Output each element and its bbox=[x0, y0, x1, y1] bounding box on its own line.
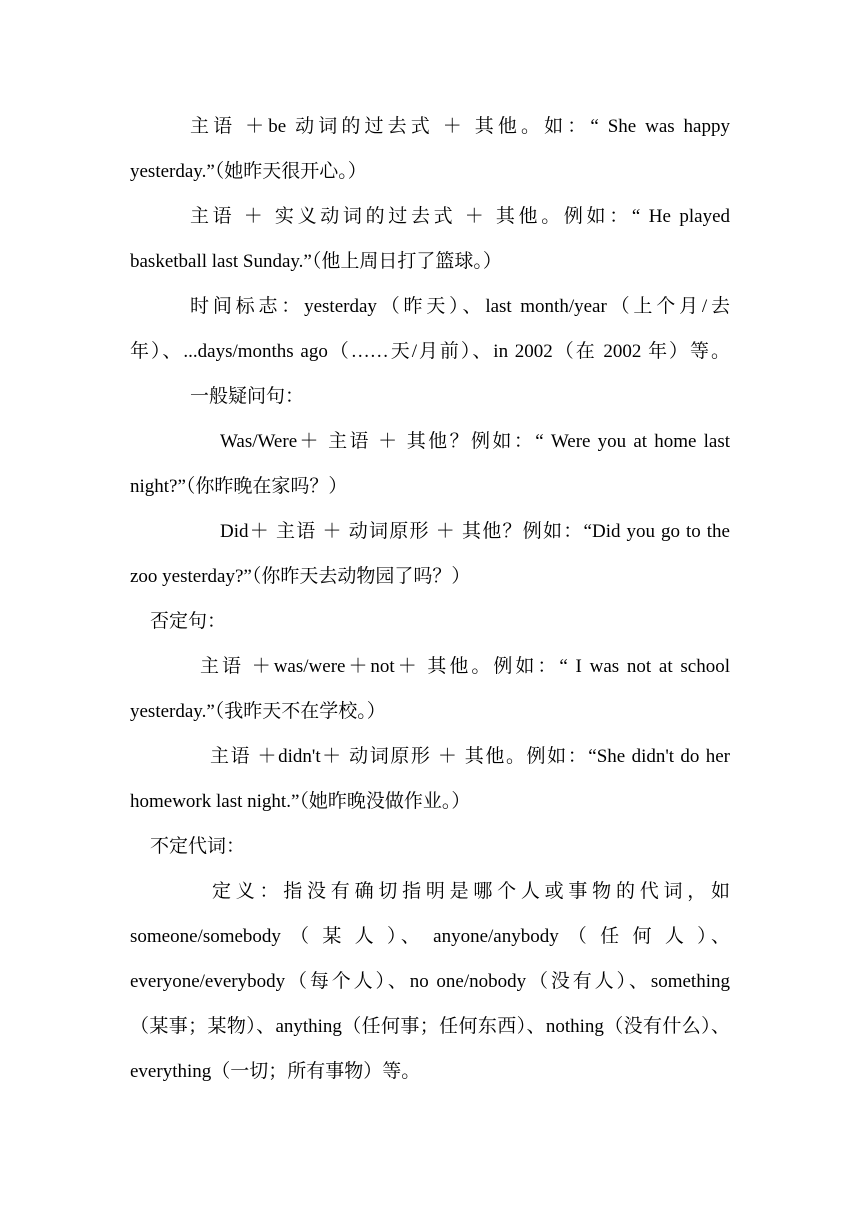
paragraph-line: 定义：指没有确切指明是哪个人或事物的代词，如 bbox=[212, 881, 730, 902]
paragraph-line: zoo yesterday?”（你昨天去动物园了吗？） bbox=[130, 566, 471, 587]
paragraph-line: someone/somebody （ 某 人 ）、 anyone/anybody （ 任 何 人 ）、 bbox=[130, 926, 730, 947]
paragraph-line: 主语 ＋didn't＋ 动词原形 ＋ 其他。例如：“She didn't do her bbox=[210, 746, 730, 767]
section-heading: 否定句： bbox=[150, 611, 227, 632]
paragraph-line: Was/Were＋ 主语 ＋ 其他？例如：“ Were you at home last bbox=[220, 431, 730, 452]
paragraph-line: yesterday.”（我昨天不在学校。） bbox=[130, 701, 386, 722]
paragraph-line: yesterday.”（她昨天很开心。） bbox=[130, 161, 367, 182]
section-heading: 一般疑问句： bbox=[190, 386, 305, 407]
paragraph-line: everyone/everybody（每个人）、no one/nobody（没有人）、something bbox=[130, 971, 730, 992]
section-heading: 不定代词： bbox=[150, 836, 246, 857]
paragraph-line: Did＋ 主语 ＋ 动词原形 ＋ 其他？例如：“Did you go to the bbox=[220, 521, 730, 542]
paragraph-line: 主语 ＋be 动词的过去式 ＋ 其他。如：“ She was happy bbox=[190, 116, 730, 137]
paragraph-line: homework last night.”（她昨晚没做作业。） bbox=[130, 791, 471, 812]
paragraph-line: night?”（你昨晚在家吗？） bbox=[130, 476, 348, 497]
paragraph-line: 主语 ＋was/were＋not＋ 其他。例如：“ I was not at school bbox=[200, 656, 730, 677]
paragraph-line: （某事；某物）、anything（任何事；任何东西）、nothing（没有什么）、 bbox=[130, 1016, 730, 1037]
paragraph-line: 时间标志：yesterday（昨天）、last month/year（上个月/去 bbox=[190, 296, 730, 317]
paragraph-line: everything（一切；所有事物）等。 bbox=[130, 1061, 421, 1082]
paragraph-line: 主语 ＋ 实义动词的过去式 ＋ 其他。例如：“ He played bbox=[190, 206, 730, 227]
paragraph-line: basketball last Sunday.”（他上周日打了篮球。） bbox=[130, 251, 502, 272]
paragraph-line: 年）、...days/months ago（……天/月前）、in 2002（在 2002 年）等。 bbox=[130, 341, 730, 362]
